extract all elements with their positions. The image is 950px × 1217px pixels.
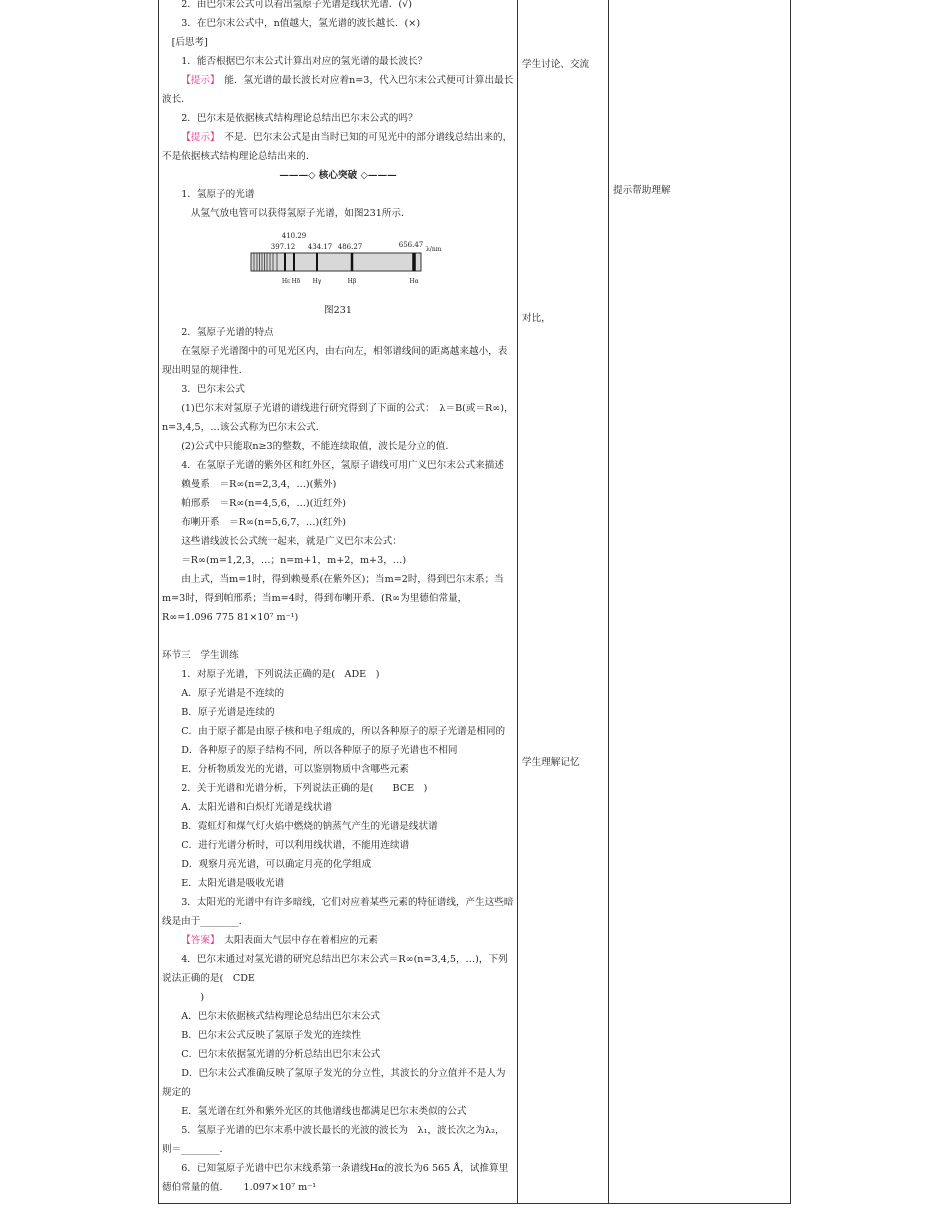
text-line: 4．在氢原子光谱的紫外区和红外区，氢原子谱线可用广义巴尔末公式来描述 [181,460,504,471]
main-column [162,0,514,1197]
question: 4．巴尔末通过对氢光谱的研究总结出巴尔末公式＝R∞(n=3,4,5，…)，下列说法正确的是( CDE [162,954,508,984]
column-divider [517,0,518,1204]
text-line: 这些谱线波长公式统一起来，就是广义巴尔末公式： [181,536,402,547]
activity-compare: 对比， [522,313,551,324]
wavelength-label: 397.12 [270,243,296,251]
text-line: 布喇开系 ＝R∞(n=5,6,7，…)(红外) [181,517,346,528]
activity-remember: 学生理解记忆 [522,757,580,768]
line-label: Hγ [312,278,322,285]
option: C．由于原子都是由原子核和电子组成的，所以各种原子的原子光谱是相同的 [181,726,506,737]
hint-label: 【提示】 [181,132,215,143]
question: 2．关于光谱和光谱分析，下列说法正确的是( BCE ) [181,783,428,794]
figure-caption: 图231 [324,305,352,316]
question: 1．对原子光谱，下列说法正确的是( ADE ) [181,669,380,680]
hydrogen-spectrum-figure [162,225,514,301]
option: E．分析物质发光的光谱，可以鉴别物质中含哪些元素 [181,764,409,775]
text-line: 赖曼系 ＝R∞(n=2,3,4，…)(紫外) [181,479,337,490]
answer-paragraph [162,931,514,950]
text-line: 在氢原子光谱图中的可见光区内，由右向左，相邻谱线间的距离越来越小，表现出明显的规律性． [162,346,508,376]
wavelength-label: 486.27 [337,243,363,251]
spectrum-band [251,253,421,271]
text-line: (2)公式中只能取n≥3的整数，不能连续取值，波长是分立的值． [181,441,455,452]
option: A．原子光谱是不连续的 [181,688,285,699]
text-line: (1)巴尔末对氢原子光谱的谱线进行研究得到了下面的公式： λ＝B(或＝R∞)，n=3,4,5，…该公式称为巴尔末公式． [162,403,514,433]
option: B．巴尔末公式反映了氢原子发光的连续性 [181,1030,361,1041]
option: A．太阳光谱和白炽灯光谱是线状谱 [181,802,333,813]
activity-discuss: 学生讨论、交流 [522,59,590,70]
section-divider: ———◇ 核心突破 ◇——— [279,170,397,181]
option: E．太阳光谱是吸收光谱 [181,878,285,889]
option: D．各种原子的原子结构不同，所以各种原子的原子光谱也不相同 [181,745,458,756]
text-line: 由上式，当m=1时，得到赖曼系(在紫外区)；当m=2时，得到巴尔末系；当m=3时，得到帕邢系；当m=4时，得到布喇开系．(R∞为里德伯常量，R∞=1.096 775 81×10⁷ m⁻¹) [162,574,504,623]
text-line: ) [181,992,205,1003]
text-line: 从氢气放电管可以获得氢原子光谱，如图231所示． [190,208,411,219]
answer-label: 【答案】 [181,935,215,946]
activity-tip: 提示帮助理解 [613,185,671,196]
spectrum-diagram [162,225,514,301]
hint-paragraph [162,128,514,166]
text-line: 3．巴尔末公式 [181,384,245,395]
unit-label: λ/nm [426,246,442,253]
text-line: 2．由巴尔末公式可以看出氢原子光谱是线状光谱．(√) [181,0,412,10]
option: A．巴尔末依据核式结构理论总结出巴尔末公式 [181,1011,380,1022]
text-line: 2．氢原子光谱的特点 [181,327,274,338]
line-label: Hε [281,278,291,285]
text-line: [后思考] [171,37,208,48]
wavelength-label: 434.17 [307,243,333,251]
column-divider [608,0,609,1204]
wavelength-label: 656.47 [398,241,424,249]
text-line: ＝R∞(m=1,2,3，…；n=m+1，m+2，m+3，…) [181,555,407,566]
question: 3．太阳光的光谱中有许多暗线，它们对应着某些元素的特征谱线，产生这些暗线是由于________． [162,897,514,927]
text-line: 2．巴尔末是依据核式结构理论总结出巴尔末公式的吗？ [181,113,418,124]
line-label: Hβ [347,278,357,285]
text-line: 帕邢系 ＝R∞(n=4,5,6，…)(近红外) [181,498,346,509]
option: C．巴尔末依据氢光谱的分析总结出巴尔末公式 [181,1049,381,1060]
option: C．进行光谱分析时，可以利用线状谱，不能用连续谱 [181,840,410,851]
question: 5．氢原子光谱的巴尔末系中波长最长的光波的波长为 λ₁，波长次之为λ₂，则＝________． [162,1125,505,1155]
option: E．氢光谱在红外和紫外光区的其他谱线也都满足巴尔末类似的公式 [181,1106,467,1117]
hint-text: 能．氢光谱的最长波长对应着n=3，代入巴尔末公式便可计算出最长波长． [162,75,514,105]
text-line: 1．能否根据巴尔末公式计算出对应的氢光谱的最长波长？ [181,56,428,67]
hint-label: 【提示】 [181,75,215,86]
answer-text: 太阳表面大气层中存在着相应的元素 [224,935,378,946]
option: B．原子光谱是连续的 [181,707,275,718]
text-line: 3．在巴尔末公式中，n值越大，氢光谱的波长越长．(×) [181,18,421,29]
wavelength-label: 410.29 [281,232,307,240]
text-line: 1．氢原子的光谱 [181,189,255,200]
line-label: Hδ [291,278,301,285]
question: 6．已知氢原子光谱中巴尔末线系第一条谱线Hα的波长为6 565 Å，试推算里德伯常量的值． 1.097×10⁷ m⁻¹ [162,1163,509,1193]
hint-text: 不是．巴尔末公式是由当时已知的可见光中的部分谱线总结出来的，不是依据核式结构理论总结出来的． [162,132,513,162]
hint-paragraph [162,71,514,109]
line-label: Hα [409,278,419,285]
section-heading: 环节三 学生训练 [162,650,239,661]
option: B．霓虹灯和煤气灯火焰中燃烧的钠蒸气产生的光谱是线状谱 [181,821,438,832]
option: D．巴尔末公式准确反映了氢原子发光的分立性，其波长的分立值并不是人为规定的 [162,1068,506,1098]
option: D．观察月亮光谱，可以确定月亮的化学组成 [181,859,372,870]
